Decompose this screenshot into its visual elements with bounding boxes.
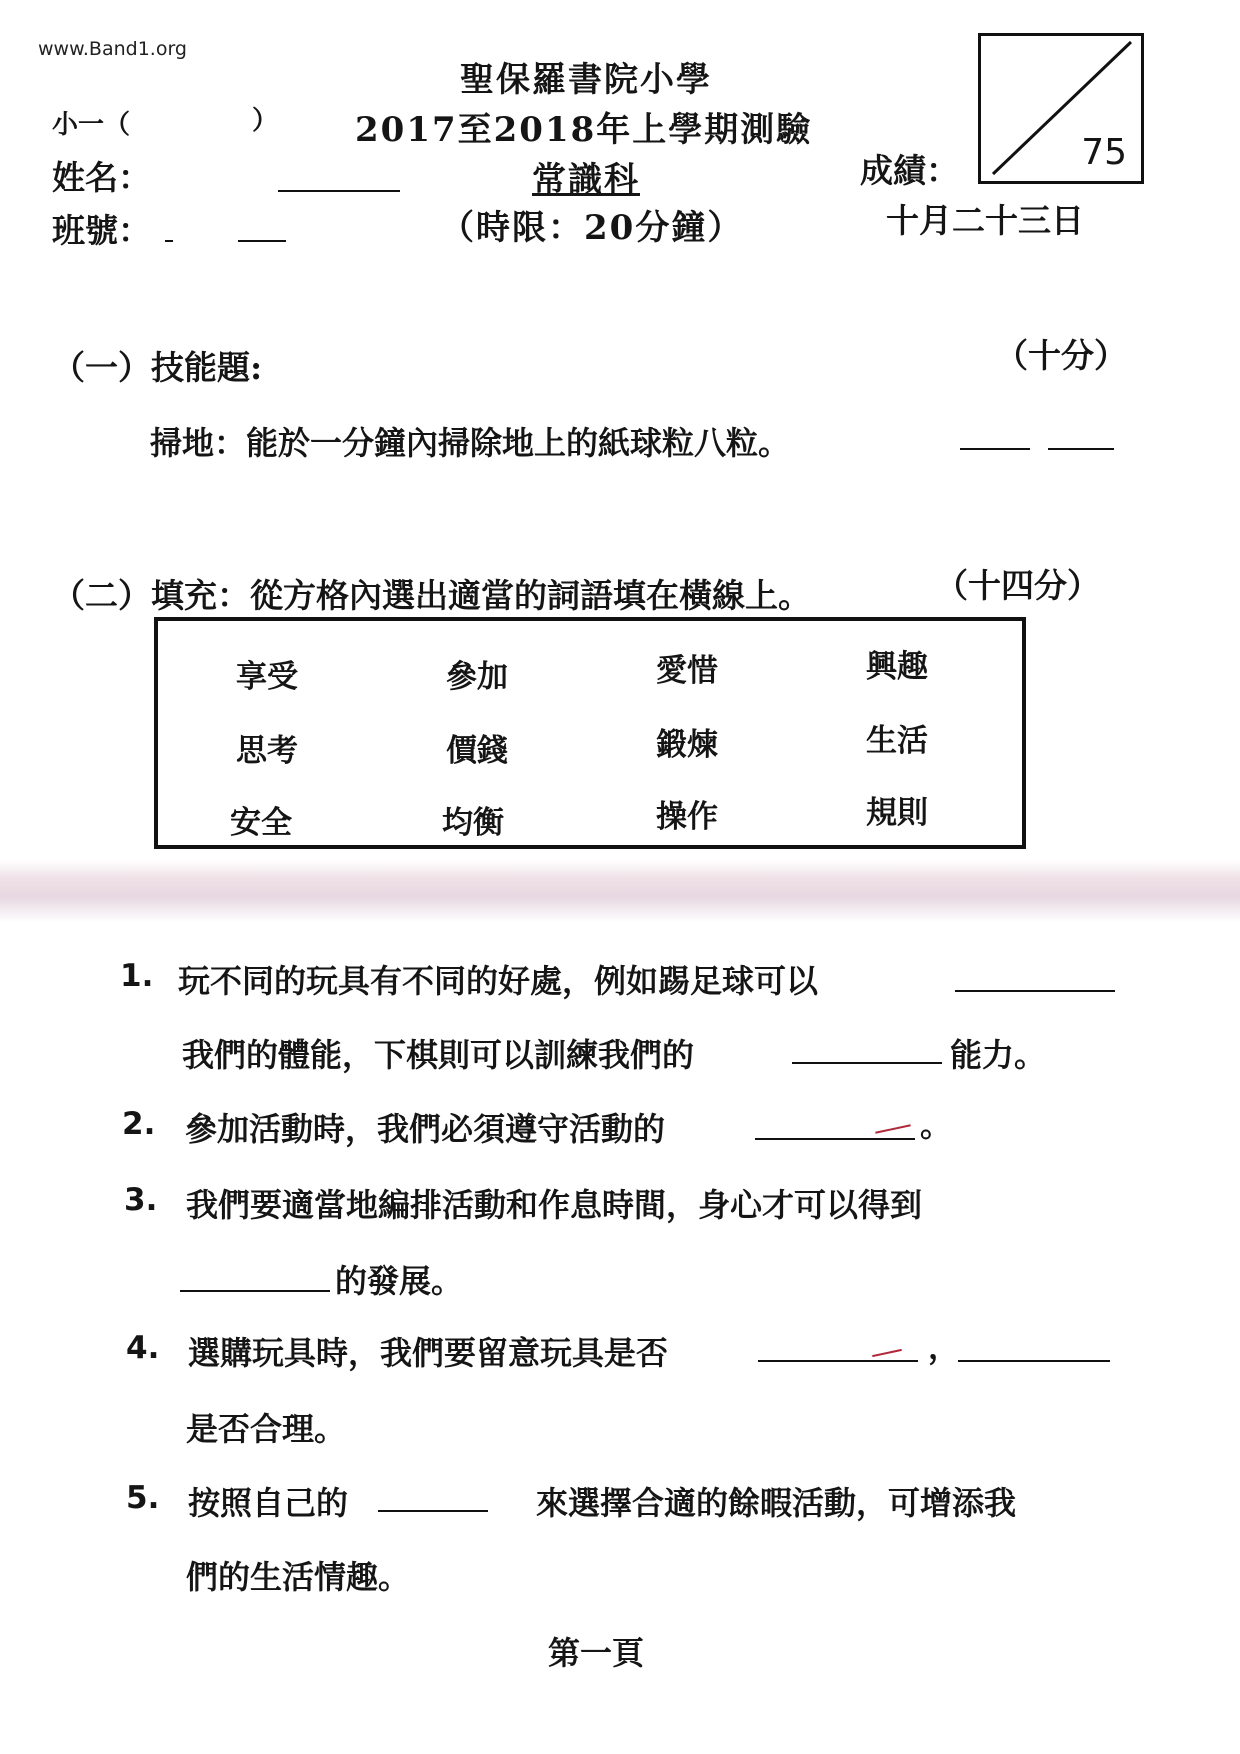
question-text: 來選擇合適的餘暇活動，可增添我 [536, 1484, 1017, 1522]
time-limit: （時限：20分鐘） [440, 208, 744, 248]
word-bank-item: 均衡 [442, 805, 504, 841]
question-number: 4. [126, 1330, 160, 1366]
question-text: 選購玩具時，我們要留意玩具是否 [188, 1334, 669, 1372]
answer-line [755, 1138, 915, 1140]
word-bank-item: 參加 [446, 659, 508, 695]
scan-smudge [0, 860, 1240, 922]
word-bank-item: 操作 [656, 799, 718, 835]
page-footer: 第一頁 [548, 1634, 645, 1672]
question-text: 按照自己的 [188, 1484, 349, 1522]
red-tick [872, 1349, 902, 1357]
subject-title: 常識科 [532, 160, 640, 200]
number-line-b [238, 240, 286, 242]
question-text: 能力。 [950, 1036, 1047, 1074]
answer-line [958, 1360, 1110, 1362]
name-line [278, 190, 400, 192]
word-bank-item: 思考 [236, 733, 298, 769]
exam-title: 2017至2018年上學期測驗 [355, 110, 813, 150]
answer-line [792, 1062, 942, 1064]
number-line-a [165, 240, 173, 242]
word-bank-item: 享受 [236, 659, 298, 695]
question-text: 們的生活情趣。 [186, 1558, 411, 1596]
question-text: 是否合理。 [186, 1410, 347, 1448]
answer-line [378, 1510, 488, 1512]
word-bank-item: 規則 [866, 795, 928, 831]
exam-date: 十月二十三日 [886, 201, 1084, 240]
class-label: 小一（ [52, 110, 131, 140]
answer-line [758, 1360, 918, 1362]
question-text: ， [928, 1328, 961, 1366]
question-number: 5. [126, 1480, 160, 1516]
question-text: 我們的體能，下棋則可以訓練我們的 [182, 1036, 695, 1074]
answer-line [955, 990, 1115, 992]
answer-line [960, 448, 1030, 450]
class-close: ） [252, 106, 279, 136]
question-number: 1. [120, 958, 154, 994]
number-label: 班號： [52, 211, 151, 250]
question-text: 。 [920, 1106, 953, 1144]
answer-line [1048, 448, 1114, 450]
score-label: 成績： [860, 151, 959, 190]
word-bank-item: 興趣 [866, 649, 928, 685]
question-text: 我們要適當地編排活動和作息時間，身心才可以得到 [186, 1186, 923, 1224]
watermark: www.Band1.org [38, 38, 187, 60]
section2-heading: （二）填充：從方格內選出適當的詞語填在橫線上。 [52, 576, 811, 615]
word-bank-item: 愛惜 [656, 653, 718, 689]
name-label: 姓名： [52, 158, 151, 197]
section1-item: 掃地：能於一分鐘內掃除地上的紙球粒八粒。 [150, 424, 791, 462]
word-bank-item: 價錢 [446, 733, 508, 769]
question-text: 玩不同的玩具有不同的好處，例如踢足球可以 [178, 962, 819, 1000]
question-text: 參加活動時，我們必須遵守活動的 [185, 1110, 666, 1148]
section2-marks: （十四分） [935, 566, 1100, 605]
section1-marks: （十分） [995, 336, 1127, 375]
word-bank-item: 生活 [866, 723, 928, 759]
word-bank [154, 617, 1026, 849]
word-bank-item: 鍛煉 [656, 727, 718, 763]
score-box [978, 33, 1144, 184]
question-number: 2. [122, 1106, 156, 1142]
answer-line [180, 1290, 330, 1292]
word-bank-item: 安全 [230, 805, 292, 841]
score-value: 75 [1081, 132, 1127, 173]
school-name: 聖保羅書院小學 [460, 60, 712, 100]
section1-heading: （一）技能題: [52, 348, 263, 387]
question-text: 的發展。 [335, 1262, 464, 1300]
question-number: 3. [124, 1182, 158, 1218]
red-tick [875, 1124, 911, 1133]
